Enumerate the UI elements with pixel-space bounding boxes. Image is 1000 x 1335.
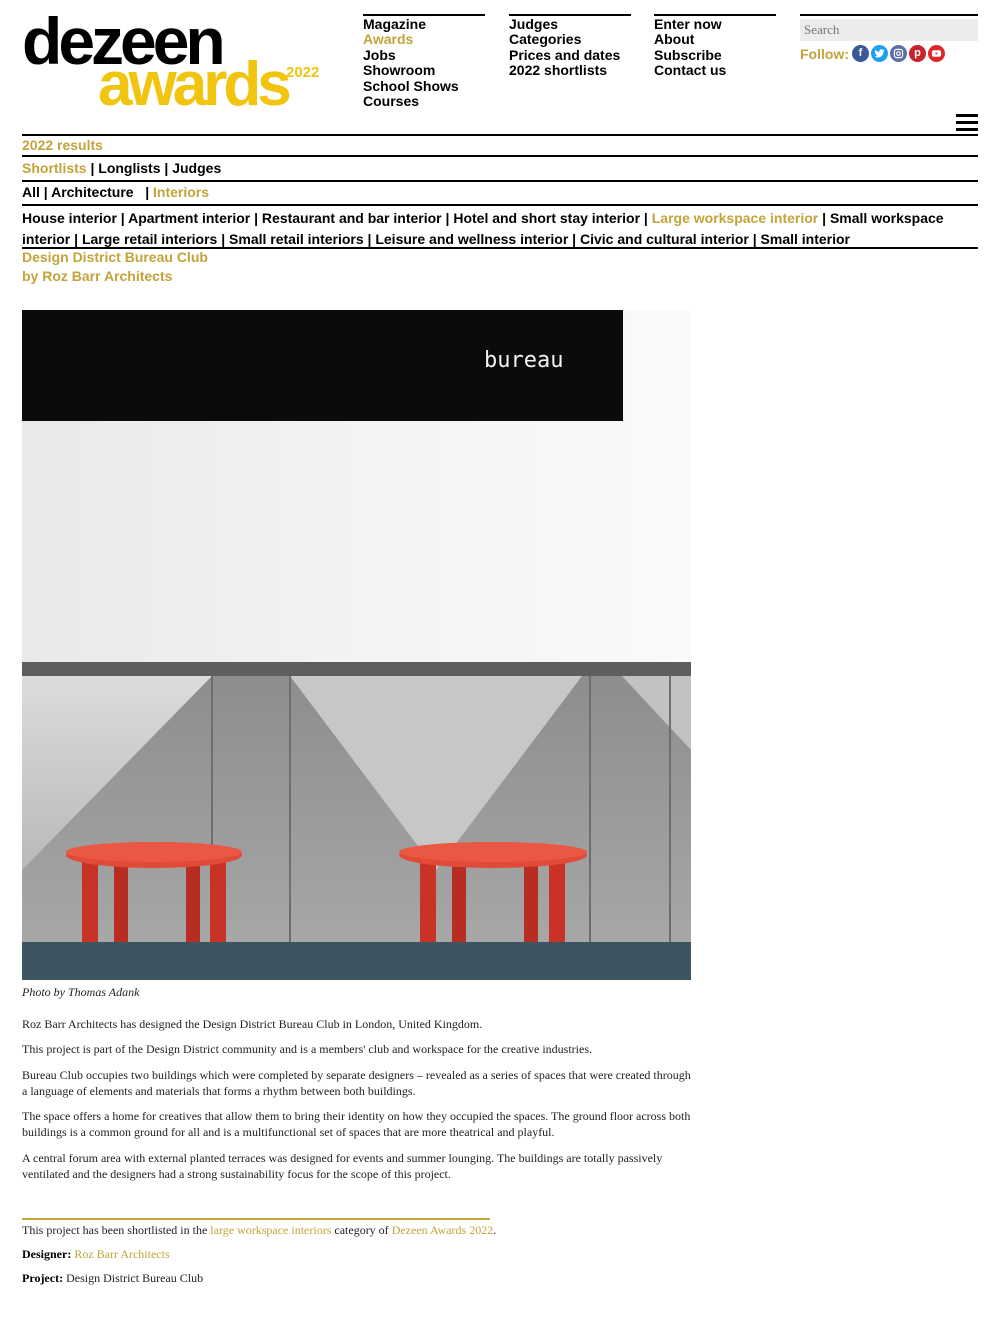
divider: [22, 134, 978, 136]
designer-link[interactable]: Roz Barr Architects: [74, 1247, 170, 1261]
category-apartment-interior-link[interactable]: Apartment interior: [128, 210, 251, 226]
category-hotel-short-stay-link[interactable]: Hotel and short stay interior: [453, 210, 641, 226]
results-bar: [22, 137, 978, 154]
project-title: Design District Bureau Club: [22, 249, 208, 265]
follow-bar: [800, 45, 947, 62]
article-paragraph: This project is part of the Design District community and is a members' club and workspace for the creative industries.: [22, 1042, 593, 1057]
separator: |: [137, 184, 154, 200]
nav-column-2: [509, 14, 631, 79]
shortlist-prefix: This project has been shortlisted in the: [22, 1223, 208, 1237]
pinterest-icon[interactable]: p: [909, 45, 926, 62]
separator: |: [217, 231, 230, 247]
category-large-retail-link[interactable]: Large retail interiors: [81, 231, 218, 247]
sector-interiors-link[interactable]: Interiors: [153, 184, 210, 200]
sector-nav: [22, 184, 978, 201]
search-container: [800, 14, 978, 41]
logo-year-text: 2022: [286, 64, 320, 81]
designer-credit: [22, 1246, 691, 1262]
category-civic-cultural-link[interactable]: Civic and cultural interior: [580, 231, 749, 247]
dezeen-awards-2022-link[interactable]: Dezeen Awards 2022: [391, 1223, 494, 1237]
project-credit: [22, 1270, 691, 1286]
category-large-workspace-link[interactable]: Large workspace interior: [651, 210, 819, 226]
category-small-workspace-link[interactable]: Small workspace interior: [22, 210, 944, 247]
divider: [22, 180, 978, 182]
article-paragraph: A central forum area with external planted terraces was designed for events and summer lounging. The buildings are totally passively ventilated and the designers had a strong sustainability focus for the scope of this project.: [22, 1150, 663, 1182]
facebook-icon[interactable]: f: [852, 45, 869, 62]
article-paragraph: Roz Barr Architects has designed the Design District Bureau Club in London, United Kingdom.: [22, 1017, 483, 1031]
logo-dezeen-text: dezeen: [22, 4, 222, 78]
category-nav: [22, 208, 978, 250]
nav-courses-link[interactable]: Courses: [363, 93, 420, 110]
longlists-link[interactable]: Longlists: [98, 160, 161, 176]
twitter-icon[interactable]: [871, 45, 888, 62]
divider: [22, 155, 978, 157]
separator: |: [640, 210, 652, 226]
project-heading: [22, 248, 208, 286]
nav-prices-dates-link[interactable]: Prices and dates: [509, 46, 621, 63]
category-house-interior-link[interactable]: House interior: [22, 210, 117, 226]
dezeen-awards-logo[interactable]: [22, 4, 327, 120]
shortlists-link[interactable]: Shortlists: [22, 160, 87, 176]
separator: |: [748, 231, 761, 247]
project-label: Project:: [22, 1271, 64, 1285]
separator: |: [818, 210, 830, 226]
sector-all-link[interactable]: All: [22, 184, 40, 200]
shortlist-suffix: .: [493, 1223, 497, 1237]
bureau-sign-text: bureau: [484, 348, 564, 373]
separator: |: [363, 231, 376, 247]
article-body: [22, 1016, 691, 1191]
nav-enter-now-link[interactable]: Enter now: [654, 16, 722, 32]
judges-link[interactable]: Judges: [172, 160, 222, 176]
credits-divider: [22, 1218, 490, 1220]
logo-awards-text: awards: [98, 50, 288, 119]
separator: |: [116, 210, 129, 226]
nav-column-1: [363, 14, 485, 109]
youtube-icon[interactable]: [928, 45, 945, 62]
category-small-retail-link[interactable]: Small retail interiors: [229, 231, 364, 247]
separator: |: [568, 231, 580, 247]
nav-column-3: [654, 14, 776, 79]
nav-contact-link[interactable]: Contact us: [654, 62, 727, 79]
project-byline: by Roz Barr Architects: [22, 268, 173, 284]
designer-label: Designer:: [22, 1247, 72, 1261]
category-small-interior-link[interactable]: Small interior: [760, 231, 850, 247]
credits-section: [22, 1222, 691, 1294]
search-input[interactable]: [800, 19, 978, 41]
nav-subscribe-link[interactable]: Subscribe: [654, 46, 722, 63]
nav-about-link[interactable]: About: [654, 31, 695, 48]
nav-showroom-link[interactable]: Showroom: [363, 62, 436, 79]
nav-awards-link[interactable]: Awards: [363, 31, 414, 48]
nav-magazine-link[interactable]: Magazine: [363, 16, 427, 32]
article-paragraph: Bureau Club occupies two buildings which were completed by separate designers – revealed as a series of spaces that were created through a language of elements and materials that forms a rhythm between both buildings.: [22, 1067, 691, 1098]
lists-nav: [22, 160, 978, 177]
nav-judges-link[interactable]: Judges: [509, 16, 559, 32]
large-workspace-interiors-link[interactable]: large workspace interiors: [210, 1223, 332, 1237]
divider: [22, 204, 978, 206]
shortlist-note: [22, 1222, 691, 1238]
separator: |: [90, 160, 99, 176]
nav-school-shows-link[interactable]: School Shows: [363, 77, 459, 94]
category-leisure-wellness-link[interactable]: Leisure and wellness interior: [375, 231, 569, 247]
sector-architecture-link[interactable]: Architecture: [51, 184, 134, 200]
hamburger-menu-icon[interactable]: [956, 114, 978, 132]
project-value: Design District Bureau Club: [66, 1271, 204, 1285]
separator: |: [70, 231, 82, 247]
nav-shortlists-link[interactable]: 2022 shortlists: [509, 62, 608, 79]
separator: |: [441, 210, 454, 226]
nav-jobs-link[interactable]: Jobs: [363, 46, 396, 63]
photo-caption: Photo by Thomas Adank: [22, 985, 140, 999]
instagram-icon[interactable]: [890, 45, 907, 62]
separator: |: [43, 184, 52, 200]
results-2022-link[interactable]: 2022 results: [22, 137, 103, 153]
separator: |: [250, 210, 262, 226]
nav-categories-link[interactable]: Categories: [509, 31, 582, 48]
article-paragraph: The space offers a home for creatives that allow them to bring their identity on how they occupied the spaces. The ground floor across both buildings is a common ground for all and is a multifunctional set of spaces that are more theatrical and playful.: [22, 1109, 691, 1140]
separator: |: [164, 160, 173, 176]
shortlist-mid: category of: [334, 1223, 389, 1237]
category-restaurant-bar-link[interactable]: Restaurant and bar interior: [261, 210, 442, 226]
project-photo: [22, 310, 691, 980]
follow-label: Follow:: [800, 45, 849, 62]
